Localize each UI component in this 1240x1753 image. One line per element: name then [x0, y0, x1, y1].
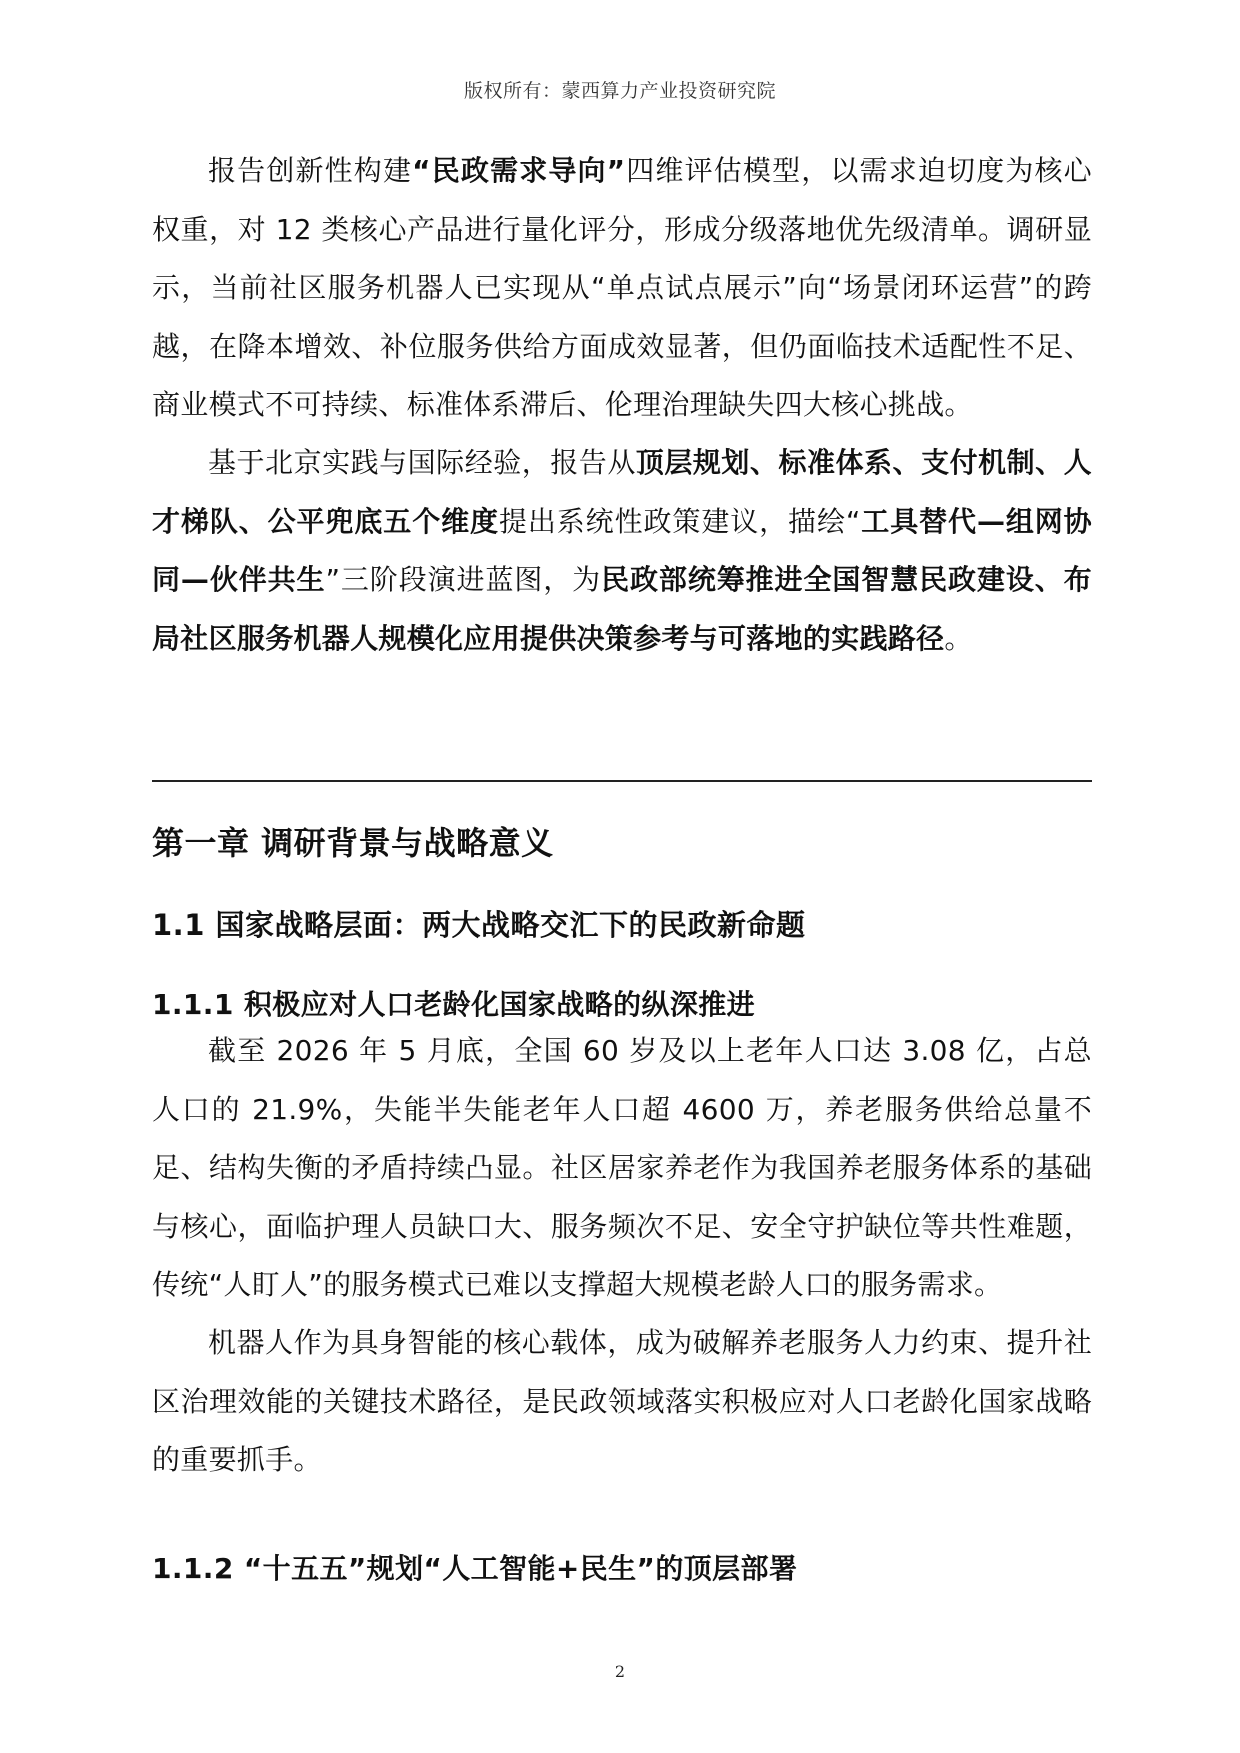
- subsection-heading-1: 1.1.1 积极应对人口老龄化国家战略的纵深推进: [152, 988, 756, 1021]
- section-divider: [152, 780, 1092, 782]
- intro-p2-text-4: 。: [944, 621, 973, 655]
- intro-p2-bold-1: 顶层规划、标准体系、支付机制、人才梯队、公平兜底五个维度: [152, 446, 1092, 538]
- body-paragraph-robots: 机器人作为具身智能的核心载体，成为破解养老服务人力约束、提升社区治理效能的关键技术路径，是民政领域落实积极应对人口老龄化国家战略的重要抓手。: [152, 1326, 1092, 1476]
- chapter-title: 第一章 调研背景与战略意义: [152, 824, 554, 862]
- intro-p2-text-3: ”三阶段演进蓝图，为: [325, 563, 602, 596]
- intro-p2-bold-3: 民政部统筹推进全国智慧民政建设、布局社区服务机器人规模化应用提供决策参考与可落地的实践路径: [152, 563, 1092, 655]
- section-heading: 1.1 国家战略层面：两大战略交汇下的民政新命题: [152, 908, 806, 942]
- body-paragraph-aging: 截至 2026 年 5 月底，全国 60 岁及以上老年人口达 3.08 亿，占总人口的 21.9%，失能半失能老年人口超 4600 万，养老服务供给总量不足、结构失衡的矛盾持续凸显。社区居家养老作为我国养老服务体系的基础与核心，面临护理人员缺口大、服务频次不足、安全守护缺位等共性难题，传统“人盯人”的服务模式已难以支撑超大规模老龄人口的服务需求。: [152, 1034, 1092, 1301]
- page-header: 版权所有：蒙西算力产业投资研究院: [463, 80, 776, 102]
- intro-paragraph-2: [152, 434, 1092, 668]
- intro-p1-text-2: 四维评估模型，以需求迫切度为核心权重，对 12 类核心产品进行量化评分，形成分级落地优先级清单。调研显示，当前社区服务机器人已实现从“单点试点展示”向“场景闭环运营”的跨越，在降本增效、补位服务供给方面成效显著，但仍面临技术适配性不足、商业模式不可持续、标准体系滞后、伦理治理缺失四大核心挑战。: [152, 154, 1092, 421]
- intro-p2-bold-2: 工具替代—组网协同—伙伴共生: [152, 504, 1092, 596]
- intro-p2-text-1: 基于北京实践与国际经验，报告从: [208, 446, 636, 479]
- subsection-heading-2: 1.1.2 “十五五”规划“人工智能+民生”的顶层部署: [152, 1552, 798, 1585]
- intro-paragraph-1: [152, 142, 1092, 435]
- page-number: 2: [614, 1662, 626, 1681]
- intro-p1-bold-1: “民政需求导向”: [412, 154, 626, 187]
- intro-p1-text-1: 报告创新性构建: [208, 154, 413, 187]
- intro-p2-text-2: 提出系统性政策建议，描绘“: [498, 504, 861, 538]
